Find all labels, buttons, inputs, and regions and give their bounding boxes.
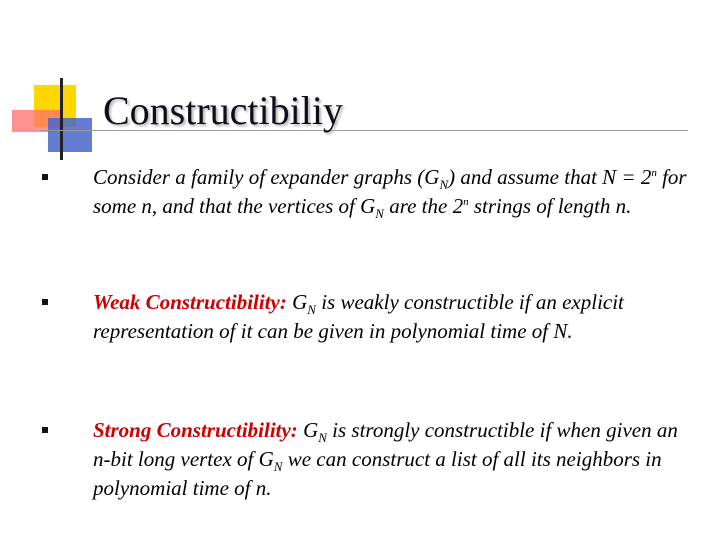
term-strong-constructibility: Strong Constructibility: — [93, 418, 298, 442]
text-run: for some n, and that the vertices of G — [93, 165, 687, 218]
decor-blue-square — [48, 118, 92, 152]
subscript: N — [307, 302, 316, 317]
text-run: we can construct a list of all its neighbors in polynomial time of n. — [93, 447, 662, 500]
text-run: ) and assume that N = 2 — [448, 165, 652, 189]
text-run: are the 2 — [383, 194, 464, 218]
bullet-weak-constructibility — [93, 288, 693, 346]
bullet-marker — [42, 174, 48, 180]
bullet-strong-constructibility — [93, 416, 693, 503]
text-run: is weakly constructible if an explicit representation of it can be given in polynomial time of N. — [93, 290, 624, 343]
bullet-marker — [42, 299, 48, 305]
term-weak-constructibility: Weak Constructibility: — [93, 290, 287, 314]
subscript: N — [439, 177, 449, 192]
text-run: strings of length n. — [468, 194, 632, 218]
subscript: N — [375, 206, 384, 221]
text-run: is strongly constructible if when given an n-bit long vertex of G — [93, 418, 678, 471]
bullet-marker — [42, 427, 48, 433]
decor-vertical-line — [60, 78, 63, 160]
text-run: G — [297, 418, 319, 442]
slide-title: Constructibiliy — [103, 88, 343, 133]
subscript: N — [273, 459, 283, 474]
subscript: N — [318, 430, 327, 445]
superscript: n — [651, 167, 657, 179]
superscript: n — [463, 196, 469, 208]
text-run: Consider a family of expander graphs (G — [93, 165, 440, 189]
text-run: G — [286, 290, 308, 314]
bullet-expander-family — [93, 163, 693, 221]
